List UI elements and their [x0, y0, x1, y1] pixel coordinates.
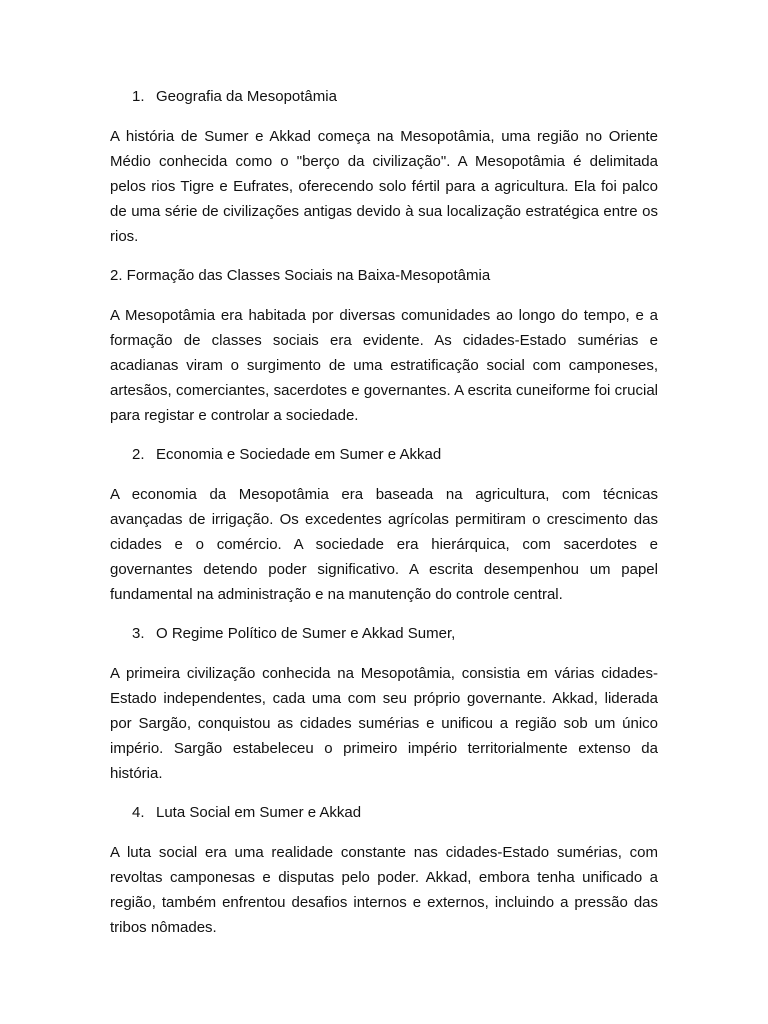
section-heading-luta-social [110, 800, 658, 825]
section-number: 4. [132, 804, 145, 821]
section-paragraph-regime-politico: A primeira civilização conhecida na Mesopotâmia, consistia em várias cidades-Estado independentes, cada uma com seu próprio governante. Akkad, liderada por Sargão, conquistou as cidades sumérias e unificou a região sob um único império. Sargão estabeleceu o primeiro império territorialmente extenso da história. [110, 665, 658, 782]
section-paragraph-economia: A economia da Mesopotâmia era baseada na agricultura, com técnicas avançadas de irrigação. Os excedentes agrícolas permitiram o crescimento das cidades e o comércio. A sociedade era hierárquica, com sacerdotes e governantes detendo poder significativo. A escrita desempenhou um papel fundamental na administração e na manutenção do controle central. [110, 486, 658, 603]
section-paragraph-formacao-classes: A Mesopotâmia era habitada por diversas comunidades ao longo do tempo, e a formação de classes sociais era evidente. As cidades-Estado sumérias e acadianas viram o surgimento de uma estratificação social com camponeses, artesãos, comerciantes, sacerdotes e governantes. A escrita cuneiforme foi crucial para registar e controlar a sociedade. [110, 307, 658, 424]
section-heading-economia [110, 442, 658, 467]
section-title: Economia e Sociedade em Sumer e Akkad [156, 446, 442, 463]
section-title: O Regime Político de Sumer e Akkad Sumer, [156, 625, 456, 642]
section-heading-formacao-classes [110, 263, 658, 288]
section-number: 3. [132, 625, 145, 642]
section-number: 1. [132, 88, 145, 105]
section-number: 2. [132, 446, 145, 463]
section-paragraph-luta-social: A luta social era uma realidade constante nas cidades-Estado sumérias, com revoltas camponesas e disputas pelo poder. Akkad, embora tenha unificado a região, também enfrentou desafios internos e externos, incluindo a pressão das tribos nômades. [110, 844, 658, 936]
section-title: Geografia da Mesopotâmia [156, 88, 337, 105]
section-heading-geografia [110, 84, 658, 109]
section-title: Luta Social em Sumer e Akkad [156, 804, 362, 821]
section-title: 2. Formação das Classes Sociais na Baixa-Mesopotâmia [110, 267, 491, 284]
section-heading-regime-politico [110, 621, 658, 646]
section-paragraph-geografia: A história de Sumer e Akkad começa na Mesopotâmia, uma região no Oriente Médio conhecida como o "berço da civilização". A Mesopotâmia é delimitada pelos rios Tigre e Eufrates, oferecendo solo fértil para a agricultura. Ela foi palco de uma série de civilizações antigas devido à sua localização estratégica entre os rios. [110, 128, 658, 245]
